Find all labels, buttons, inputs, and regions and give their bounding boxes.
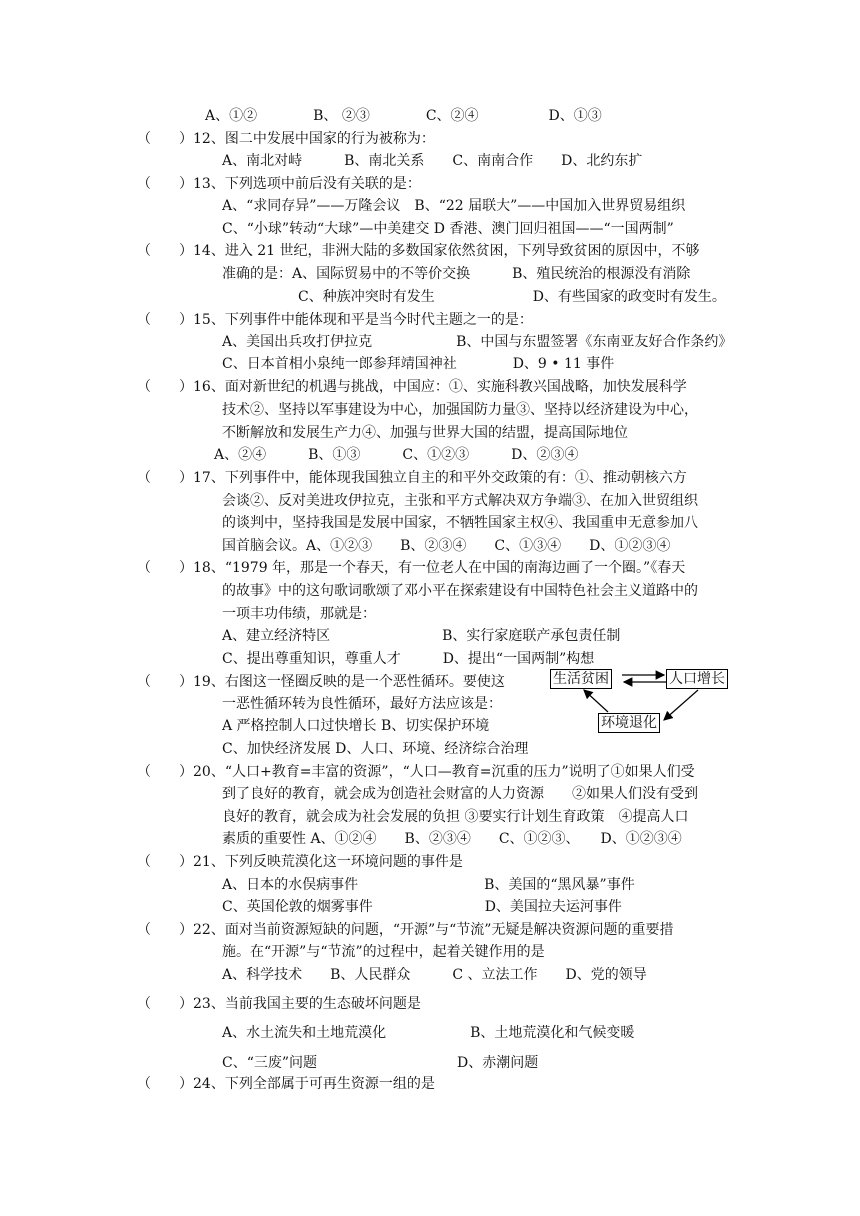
- text-line: C、种族冲突时有发生 D、有些国家的政变时有发生。: [298, 289, 726, 305]
- text-line: 准确的是：A、国际贸易中的不等价交换 B、殖民统治的根源没有消除: [222, 266, 691, 282]
- text-line: （ ）14、进入 21 世纪，非洲大陆的多数国家依然贫困，下列导致贫困的原因中，不够: [137, 243, 700, 259]
- text-line: 施。在“开源”与“节流”的过程中，起着关键作用的是: [222, 944, 545, 960]
- text-line: （ ）19、右图这一怪圈反映的是一个恶性循环。要使这: [137, 674, 505, 690]
- text-line: A、日本的水俣病事件 B、美国的“黑风暴”事件: [222, 877, 635, 893]
- arrow-population-to-environment: [664, 690, 698, 720]
- text-line: 技术②、坚持以军事建设为中心，加强国防力量③、坚持以经济建设为中心，: [222, 402, 698, 418]
- box-environment-degradation: 环境退化: [598, 713, 660, 733]
- text-line: 一项丰功伟绩，那就是：: [222, 606, 376, 622]
- text-line: C、“三废”问题 D、赤潮问题: [222, 1055, 539, 1071]
- text-line: 不断解放和发展生产力④、加强与世界大国的结盟，提高国际地位: [222, 425, 628, 441]
- text-line: （ ）16、面对新世纪的机遇与挑战，中国应：①、实施科教兴国战略，加快发展科学: [137, 379, 687, 395]
- text-line: C、加快经济发展 D、人口、环境、经济综合治理: [222, 741, 529, 757]
- text-line: A 严格控制人口过快增长 B、切实保护环境: [222, 718, 490, 734]
- text-line: （ ）18、“1979 年，那是一个春天，有一位老人在中国的南海边画了一个圈。”《春天: [137, 560, 686, 576]
- cycle-arrows: [548, 668, 738, 738]
- text-line: （ ）24、下列全部属于可再生资源一组的是: [137, 1076, 435, 1092]
- text-line: 良好的教育，就会成为社会发展的负担 ③要实行计划生育政策 ④提高人口: [222, 809, 689, 825]
- box-poverty: 生活贫困: [550, 669, 612, 689]
- text-line: （ ）22、面对当前资源短缺的问题，“开源”与“节流”无疑是解决资源问题的重要措: [137, 922, 674, 938]
- text-line: （ ）20、“人口+教育=丰富的资源”，“人口—教育=沉重的压力”说明了①如果人们受: [137, 764, 695, 780]
- text-line: A、水土流失和土地荒漠化 B、土地荒漠化和气候变暖: [222, 1025, 635, 1041]
- text-line: （ ）21、下列反映荒漠化这一环境问题的事件是: [137, 854, 463, 870]
- text-line: （ ）17、下列事件中，能体现我国独立自主的和平外交政策的有：①、推动朝核六方: [137, 470, 687, 486]
- text-line: A、美国出兵攻打伊拉克 B、中国与东盟签署《东南亚友好合作条约》: [222, 334, 733, 350]
- text-line: （ ）23、当前我国主要的生态破坏问题是: [137, 996, 421, 1012]
- text-line: A、科学技术 B、人民群众 C 、立法工作 D、党的领导: [222, 967, 647, 983]
- text-line: （ ）13、下列选项中前后没有关联的是：: [137, 176, 421, 192]
- box-population-growth: 人口增长: [666, 669, 728, 689]
- text-line: A、建立经济特区 B、实行家庭联产承包责任制: [222, 628, 621, 644]
- text-line: 的谈判中，坚持我国是发展中国家，不牺牲国家主权④、我国重申无意参加八: [222, 515, 698, 531]
- text-line: （ ）12、图二中发展中国家的行为被称为：: [137, 131, 435, 147]
- text-line: C、提出尊重知识，尊重人才 D、提出“一国两制”构想: [222, 651, 595, 667]
- text-line: C、英国伦敦的烟雾事件 D、美国拉夫运河事件: [222, 899, 622, 915]
- text-line: 的故事》中的这句歌词歌颂了邓小平在探索建设有中国特色社会主义道路中的: [222, 583, 698, 599]
- text-line: C、“小球”转动“大球”—中美建交 D 香港、澳门回归祖国——“一国两制”: [222, 221, 674, 237]
- text-line: （ ）15、下列事件中能体现和平是当今时代主题之一的是：: [137, 312, 533, 328]
- text-line: 到了良好的教育，就会成为创造社会财富的人力资源 ②如果人们没有受到: [222, 786, 698, 802]
- text-line: 素质的重要性 A、①②④ B、②③④ C、①②③、 D、①②③④: [222, 831, 682, 847]
- arrow-environment-to-poverty: [584, 690, 608, 712]
- text-line: A、南北对峙 B、南北关系 C、南南合作 D、北约东扩: [222, 153, 643, 169]
- text-line: A、“求同存异”——万隆会议 B、“22 届联大”——中国加入世界贸易组织: [222, 198, 686, 214]
- text-line: A、②④ B、①③ C、①②③ D、②③④: [214, 447, 579, 463]
- text-line: 一恶性循环转为良性循环，最好方法应该是：: [222, 696, 502, 712]
- text-line: C、日本首相小泉纯一郎参拜靖国神社 D、9 • 11 事件: [222, 356, 615, 372]
- text-line: 国首脑会议。A、①②③ B、②③④ C、①③④ D、①②③④: [222, 538, 671, 554]
- vicious-cycle-diagram: [548, 668, 738, 738]
- text-line: 会谈②、反对美进攻伊拉克，主张和平方式解决双方争端③、在加入世贸组织: [222, 493, 698, 509]
- text-line: A、①② B、 ②③ C、②④ D、①③: [205, 108, 602, 124]
